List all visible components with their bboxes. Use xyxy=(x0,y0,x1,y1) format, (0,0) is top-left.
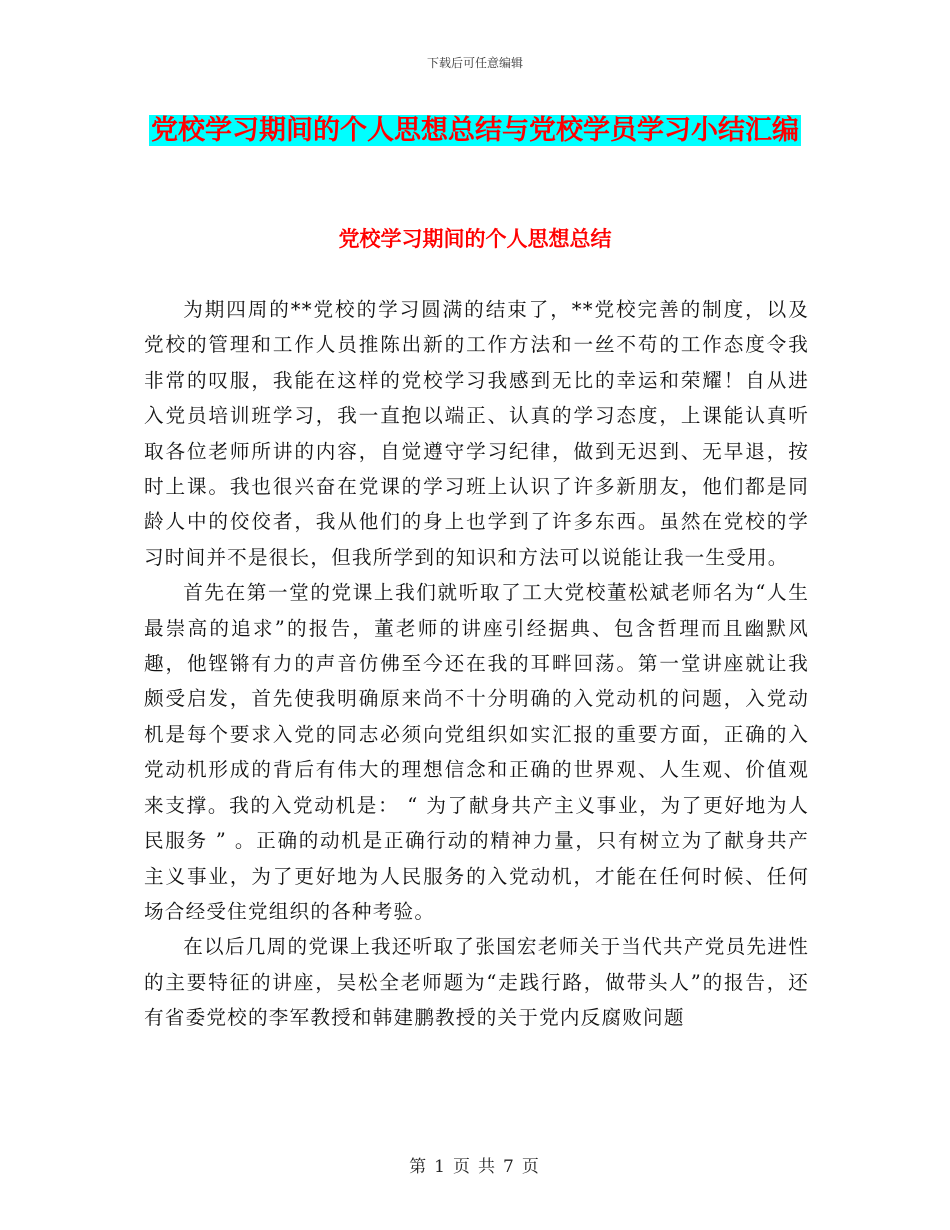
document-title-text: 党校学习期间的个人思想总结与党校学员学习小结汇编 xyxy=(151,115,799,146)
footer-total-prefix: 共 xyxy=(478,1157,497,1177)
paragraph: 首先在第一堂的党课上我们就听取了工大党校董松斌老师名为“人生最崇高的追求”的报告，董老师的讲座引经据典、包含哲理而且幽默风趣，他铿锵有力的声音仿佛至今还在我的耳畔回荡。第一堂讲座就让我颇受启发，首先使我明确原来尚不十分明确的入党动机的问题，入党动机是每个要求入党的同志必须向党组织如实汇报的重要方面，正确的入党动机形成的背后有伟大的理想信念和正确的世界观、人生观、价值观来支撑。我的入党动机是： “ 为了献身共产主义事业，为了更好地为人民服务 ” 。正确的动机是正确行动的精神力量，只有树立为了献身共产主义事业，为了更好地为人民服务的入党动机，才能在任何时候、任何场合经受住党组织的各种考验。 xyxy=(144,581,809,923)
paragraph: 为期四周的**党校的学习圆满的结束了，**党校完善的制度，以及党校的管理和工作人员推陈出新的工作方法和一丝不苟的工作态度令我非常的叹服，我能在这样的党校学习我感到无比的幸运和荣耀！自从进入党员培训班学习，我一直抱以端正、认真的学习态度，上课能认真听取各位老师所讲的内容，自觉遵守学习纪律，做到无迟到、无早退，按时上课。我也很兴奋在党课的学习班上认识了许多新朋友，他们都是同龄人中的佼佼者，我从他们的身上也学到了许多东西。虽然在党校的学习时间并不是很长，但我所学到的知识和方法可以说能让我一生受用。 xyxy=(144,298,809,569)
document-title xyxy=(145,108,805,154)
body-text xyxy=(144,292,809,1036)
footer-prefix: 第 xyxy=(409,1157,429,1177)
page-header-note: 下载后可任意编辑 xyxy=(426,56,523,70)
section-title: 党校学习期间的个人思想总结 xyxy=(338,227,612,251)
paragraph: 在以后几周的党课上我还听取了张国宏老师关于当代共产党员先进性的主要特征的讲座，吴松全老师题为“走践行路，做带头人”的报告，还有省委党校的李军教授和韩建鹏教授的关于党内反腐败问题 xyxy=(144,935,809,1030)
footer-page-unit: 页 xyxy=(453,1157,472,1177)
current-page-number: 1 xyxy=(434,1157,447,1177)
total-pages-number: 7 xyxy=(503,1157,516,1177)
footer-total-unit: 页 xyxy=(521,1157,541,1177)
page-footer xyxy=(0,1152,950,1177)
